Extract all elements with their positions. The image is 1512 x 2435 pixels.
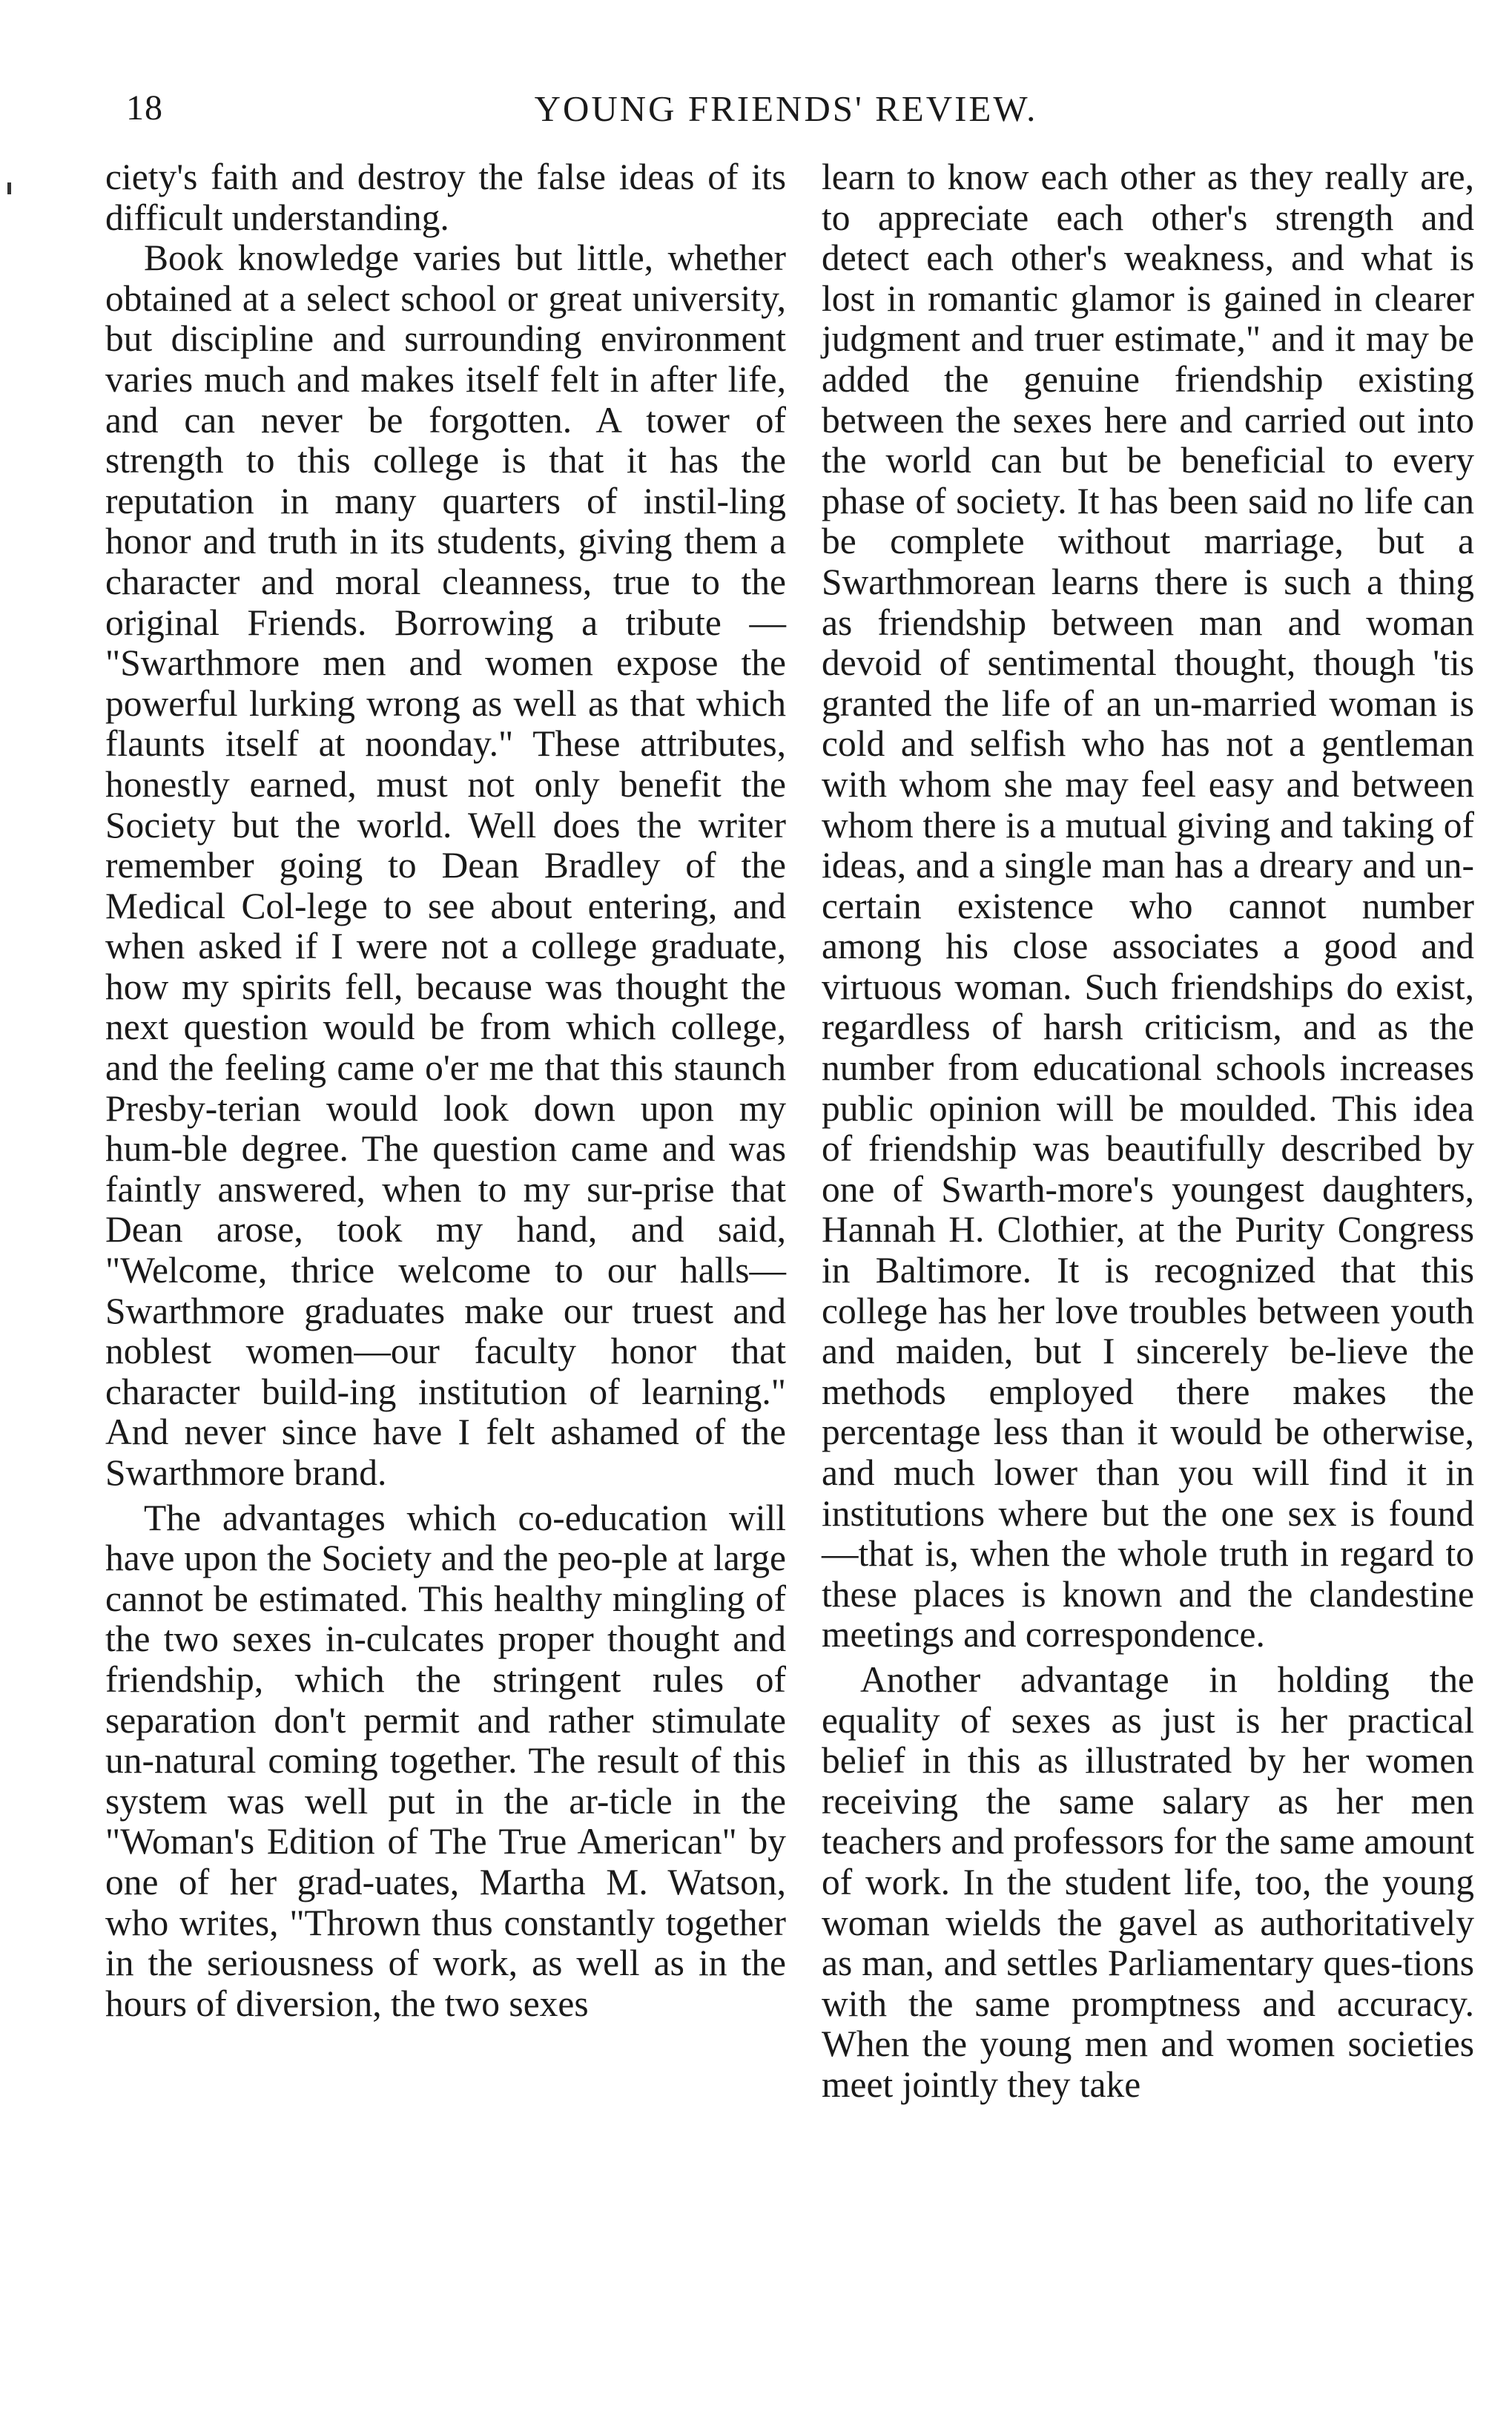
page-header (126, 88, 1505, 139)
paragraph: The advantages which co-education will have upon the Society and the peo-ple at large cannot be estimated. This healthy mingling of the two sexes in-culcates proper thought and friendship, which the stringent rules of separation don't permit and rather stimulate un-natural coming together. The result of this system was well put in the ar-ticle in the "Woman's Edition of The True American" by one of her grad-uates, Martha M. Watson, who writes, "Thrown thus constantly together in the seriousness of work, as well as in the hours of diversion, the two sexes (105, 1497, 786, 2024)
right-column (822, 157, 1474, 2106)
paragraph: Book knowledge varies but little, whether obtained at a select school or great university, but discipline and surrounding environment varies much and makes itself felt in after life, and can never be forgotten. A tower of strength to this college is that it has the reputation in many quarters of instil-ling honor and truth in its students, giving them a character and moral cleanness, true to the original Friends. Borrowing a tribute — "Swarthmore men and women expose the powerful lurking wrong as well as that which flaunts itself at noonday." These attributes, honestly earned, must not only benefit the Society but the world. Well does the writer remember going to Dean Bradley of the Medical Col-lege to see about entering, and when asked if I were not a college graduate, how my spirits fell, because was thought the next question would be from which college, and the feeling came o'er me that this staunch Presby-terian would look down upon my hum-ble degree. The question came and was faintly answered, when to my sur-prise that Dean arose, took my hand, and said, "Welcome, thrice welcome to our halls—Swarthmore graduates make our truest and noblest women—our faculty honor that character build-ing institution of learning." And never since have I felt ashamed of the Swarthmore brand. (105, 237, 786, 1493)
paragraph: learn to know each other as they really are, to appreciate each other's strength and detect each other's weakness, and what is lost in romantic glamor is gained in clearer judgment and truer estimate," and it may be added the genuine friendship existing between the sexes here and carried out into the world can but be beneficial to every phase of society. It has been said no life can be complete without marriage, but a Swarthmorean learns there is such a thing as friendship between man and woman devoid of sentimental thought, though 'tis granted the life of an un-married woman is cold and selfish who has not a gentleman with whom she may feel easy and between whom there is a mutual giving and taking of ideas, and a single man has a dreary and un-certain existence who cannot number among his close associates a good and virtuous woman. Such friendships do exist, regardless of harsh criticism, and as the number from educational schools increases public opinion will be moulded. This idea of friendship was beautifully described by one of Swarth-more's youngest daughters, Hannah H. Clothier, at the Purity Congress in Baltimore. It is recognized that this college has her love troubles between youth and maiden, but I sincerely be-lieve the methods employed there makes the percentage less than it would be otherwise, and much lower than you will find it in institutions where but the one sex is found—that is, when the whole truth in regard to these places is known and the clandestine meetings and correspondence. (822, 156, 1474, 1655)
page-number: 18 (126, 88, 163, 128)
paragraph: ciety's faith and destroy the false ideas of its difficult understanding. (105, 156, 786, 238)
left-column (105, 157, 786, 2024)
margin-mark (7, 182, 11, 194)
paragraph: Another advantage in holding the equality of sexes as just is her practical belief in this as illustrated by her women receiving the same salary as her men teachers and professors for the same amount of work. In the student life, too, the young woman wields the gavel as authoritatively as man, and settles Parliamentary ques-tions with the same promptness and accuracy. When the young men and women societies meet jointly they take (822, 1658, 1474, 2105)
running-title: YOUNG FRIENDS' REVIEW. (534, 88, 1038, 129)
